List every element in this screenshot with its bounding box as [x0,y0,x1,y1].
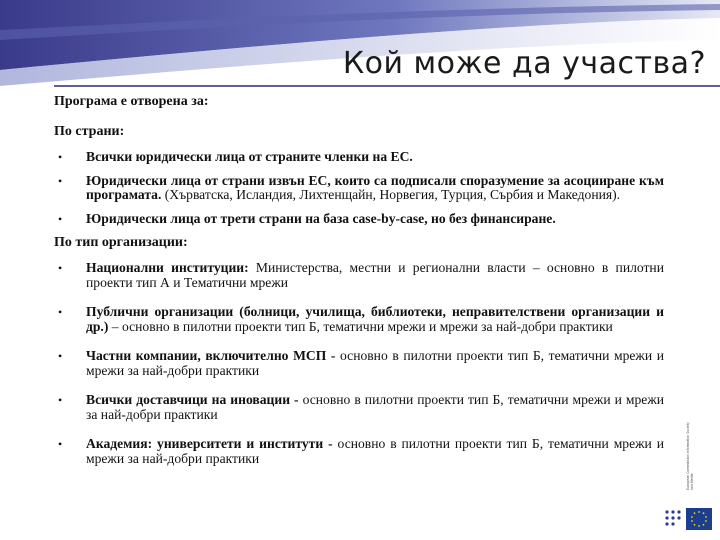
list-item [54,393,664,422]
list-item [54,150,664,165]
item-strong: Академия: университети и институти - [86,436,333,451]
org-type-list [54,261,664,466]
section-heading-org-types: По тип организации: [54,235,188,250]
slide-content [54,94,664,481]
list-item [54,261,664,290]
bullet-icon: • [58,150,63,164]
item-text: основно в пилотни проекти тип Б, тематични мрежи и мрежи за най-добри практики [86,348,664,378]
item-strong: Юридически лица от страни извън ЕС, които са подписали споразумение за асоцииране към програмата. [86,172,664,202]
header-banner [0,0,720,92]
item-strong: Публични организации (болници, училища, библиотеки, неправителствени организации и др.) [86,304,664,334]
item-strong: Всички юридически лица от страните членки на ЕС. [86,149,413,164]
list-item [54,305,664,334]
item-strong: Национални институции: [86,260,249,275]
ec-sidebar-caption: European Commission Information Society and Media [686,422,694,490]
bullet-icon: • [58,173,63,188]
list-item [54,174,664,203]
list-item [54,212,664,227]
eu-flag-icon [686,508,712,530]
slide-title: Кой може да участва? [342,46,706,81]
bullet-icon: • [58,261,63,275]
item-text: основно в пилотни проекти тип Б, тематични мрежи и мрежи за най-добри практики [86,392,665,422]
item-text: Министерства, местни и регионални власти – основно в пилотни проекти тип А и Тематични мрежи [86,260,664,290]
bullet-icon: • [58,437,63,451]
section-heading-countries: По страни: [54,124,125,139]
item-text: основно в пилотни проекти тип Б, тематични мрежи и мрежи за най-добри практики [86,436,664,466]
item-strong: Юридически лица от трети страни на база case-by-case, но без финансиране. [86,210,556,226]
item-strong: Всички доставчици на иновации - [86,392,299,407]
list-item [54,437,664,466]
country-list [54,150,664,226]
bullet-icon: • [58,349,63,363]
bullet-icon: • [58,393,63,407]
intro-text: Програма е отворена за: [54,94,209,109]
item-text: (Хърватска, Исландия, Лихтенщайн, Норвегия, Турция, Сърбия и Македония). [161,187,621,202]
item-text: – основно в пилотни проекти тип Б, тематични мрежи и мрежи за най-добри практики [108,318,613,334]
bullet-icon: • [58,305,63,319]
list-item [54,349,664,378]
item-strong: Частни компании, включително МСП - [86,348,336,363]
bullet-icon: • [58,211,63,226]
dots-logo-icon [664,508,682,530]
